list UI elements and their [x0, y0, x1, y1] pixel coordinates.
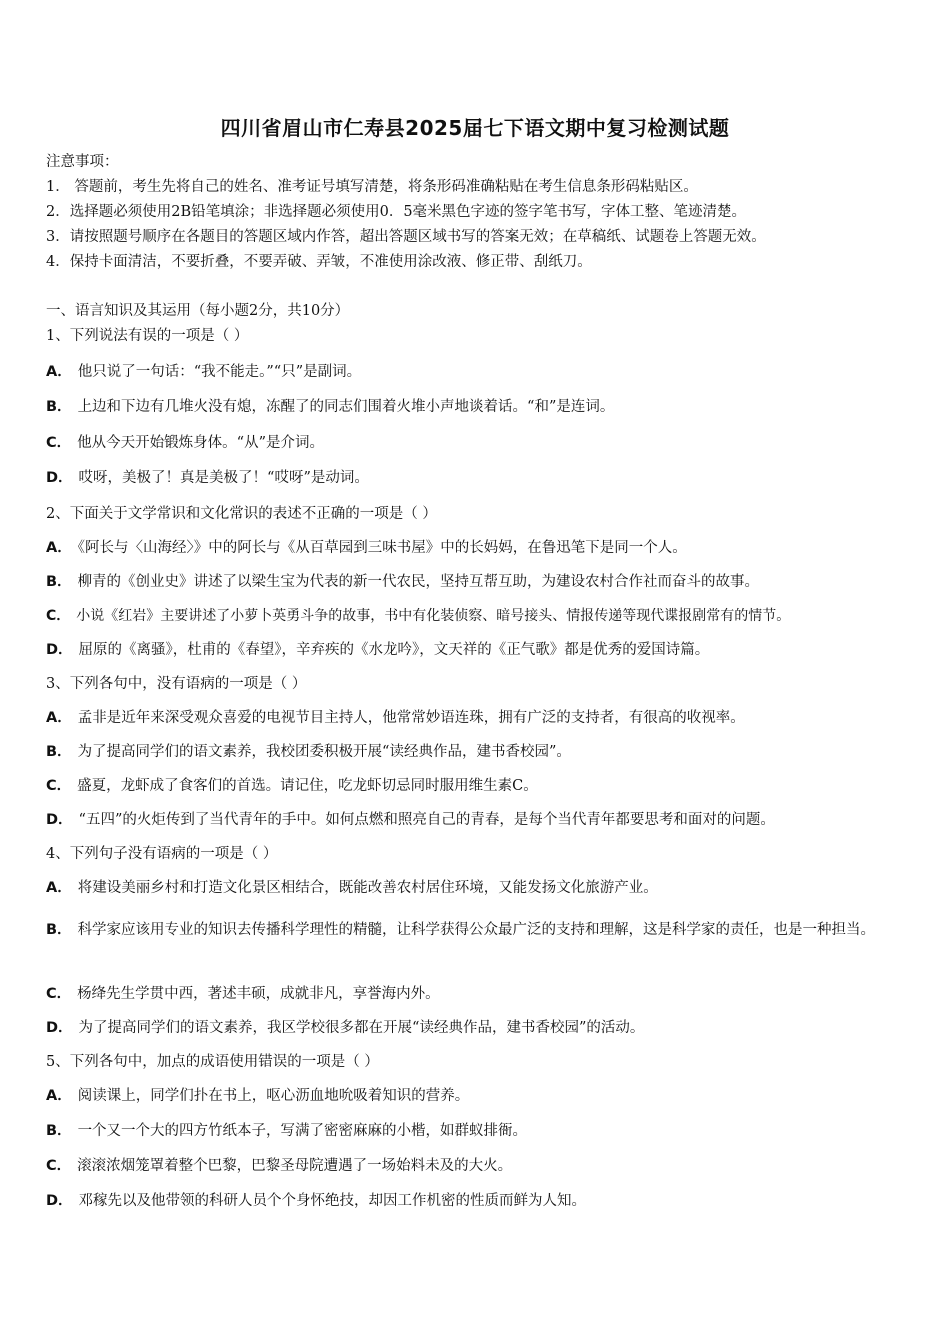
- notice-item: 2．选择题必须使用2B铅笔填涂；非选择题必须使用0．5毫米黑色字迹的签字笔书写，字体工整、笔迹清楚。: [46, 204, 747, 220]
- option-text: 将建设美丽乡村和打造文化景区相结合，既能改善农村居住环境，又能发扬文化旅游产业。: [77, 880, 658, 896]
- option-text: 杨绛先生学贯中西，著述丰硕，成就非凡，享誉海内外。: [77, 986, 440, 1002]
- option-text: 《阿长与〈山海经〉》中的阿长与《从百草园到三味书屋》中的长妈妈，在鲁迅笔下是同一个人。: [77, 540, 687, 556]
- option-row: [46, 468, 369, 488]
- option-row: [46, 538, 687, 558]
- option-text: “五四”的火炬传到了当代青年的手中。如何点燃和照亮自己的青春，是每个当代青年都要思考和面对的问题。: [78, 812, 775, 828]
- option-text: 他只说了一句话：“我不能走。”“只”是副词。: [77, 364, 362, 380]
- question-stem: 3、下列各句中，没有语病的一项是（ ）: [46, 676, 307, 692]
- option-row: [46, 776, 538, 796]
- option-text: 一个又一个大的四方竹纸本子，写满了密密麻麻的小楷，如群蚁排衙。: [77, 1123, 528, 1139]
- option-text: 邓稼先以及他带领的科研人员个个身怀绝技，却因工作机密的性质而鲜为人知。: [78, 1193, 587, 1209]
- question-stem: 5、下列各句中，加点的成语使用错误的一项是（ ）: [46, 1054, 379, 1070]
- option-letter: D．: [46, 470, 73, 486]
- option-text: 他从今天开始锻炼身体。“从”是介词。: [77, 435, 324, 451]
- option-text: 滚滚浓烟笼罩着整个巴黎，巴黎圣母院遭遇了一场始料未及的大火。: [77, 1158, 513, 1174]
- option-letter: A．: [46, 710, 72, 726]
- option-text: 哎呀，美极了！真是美极了！“哎呀”是动词。: [78, 470, 369, 486]
- option-letter: B．: [46, 574, 72, 590]
- option-row: [46, 362, 361, 382]
- notice-item: 3．请按照题号顺序在各题目的答题区域内作答，超出答题区域书写的答案无效；在草稿纸、试题卷上答题无效。: [46, 229, 766, 245]
- option-row: [46, 397, 614, 417]
- option-row: [46, 433, 324, 453]
- option-text: 为了提高同学们的语文素养，我校团委积极开展“读经典作品，建书香校园”。: [77, 744, 571, 760]
- option-row: [46, 742, 571, 762]
- option-letter: D．: [46, 812, 73, 828]
- option-letter: B．: [46, 922, 72, 938]
- option-letter: D．: [46, 1020, 73, 1036]
- option-row: [46, 1156, 512, 1176]
- option-letter: B．: [46, 744, 72, 760]
- option-text: 上边和下边有几堆火没有熄，冻醒了的同志们围着火堆小声地谈着话。“和”是连词。: [77, 399, 615, 415]
- option-letter: A．: [46, 540, 72, 556]
- option-text: 孟非是近年来深受观众喜爱的电视节目主持人，他常常妙语连珠，拥有广泛的支持者，有很高的收视率。: [77, 710, 745, 726]
- option-row: [46, 606, 790, 626]
- option-letter: C．: [46, 1158, 72, 1174]
- option-letter: D．: [46, 1193, 73, 1209]
- option-letter: A．: [46, 1088, 72, 1104]
- notice-heading: 注意事项：: [46, 154, 119, 170]
- option-row: [46, 640, 709, 660]
- option-letter: C．: [46, 435, 72, 451]
- option-letter: D．: [46, 642, 73, 658]
- option-letter: A．: [46, 880, 72, 896]
- option-row: [46, 810, 775, 830]
- option-text: 阅读课上，同学们扑在书上，呕心沥血地吮吸着知识的营养。: [77, 1088, 470, 1104]
- option-text: 小说《红岩》主要讲述了小萝卜英勇斗争的故事，书中有化装侦察、暗号接头、情报传递等现代谍报剧常有的情节。: [76, 608, 791, 624]
- option-text: 为了提高同学们的语文素养，我区学校很多都在开展“读经典作品，建书香校园”的活动。: [78, 1020, 645, 1036]
- option-letter: A．: [46, 364, 72, 380]
- option-row: [46, 572, 759, 592]
- option-letter: C．: [46, 986, 72, 1002]
- option-letter: C．: [46, 778, 72, 794]
- option-row: [46, 1086, 469, 1106]
- question-stem: 4、下列句子没有语病的一项是（ ）: [46, 846, 278, 862]
- option-row: [46, 708, 745, 728]
- notice-item: 1． 答题前，考生先将自己的姓名、准考证号填写清楚，将条形码准确粘贴在考生信息条形码粘贴区。: [46, 179, 698, 195]
- option-row: [46, 912, 906, 949]
- question-stem: 1、下列说法有误的一项是（ ）: [46, 328, 249, 344]
- option-letter: C．: [46, 608, 71, 624]
- option-row: [46, 1121, 527, 1141]
- option-row: [46, 1018, 644, 1038]
- option-row: [46, 878, 658, 898]
- page-title: 四川省眉山市仁寿县2025届七下语文期中复习检测试题: [220, 116, 730, 140]
- notice-item: 4．保持卡面清洁，不要折叠，不要弄破、弄皱，不准使用涂改液、修正带、刮纸刀。: [46, 254, 592, 270]
- option-letter: B．: [46, 1123, 72, 1139]
- option-row: [46, 1191, 586, 1211]
- option-text: 盛夏，龙虾成了食客们的首选。请记住，吃龙虾切忌同时服用维生素C。: [77, 778, 538, 794]
- option-text: 屈原的《离骚》，杜甫的《春望》，辛弃疾的《水龙吟》，文天祥的《正气歌》都是优秀的爱国诗篇。: [78, 642, 710, 658]
- question-stem: 2、下面关于文学常识和文化常识的表述不正确的一项是（ ）: [46, 506, 437, 522]
- section-heading: 一、语言知识及其运用（每小题2分，共10分）: [46, 303, 350, 319]
- option-letter: B．: [46, 399, 72, 415]
- option-text: 柳青的《创业史》讲述了以梁生宝为代表的新一代农民，坚持互帮互助，为建设农村合作社而奋斗的故事。: [77, 574, 760, 590]
- option-row: [46, 984, 440, 1004]
- option-text: 科学家应该用专业的知识去传播科学理性的精髓，让科学获得公众最广泛的支持和理解，这是科学家的责任，也是一种担当。: [77, 922, 876, 938]
